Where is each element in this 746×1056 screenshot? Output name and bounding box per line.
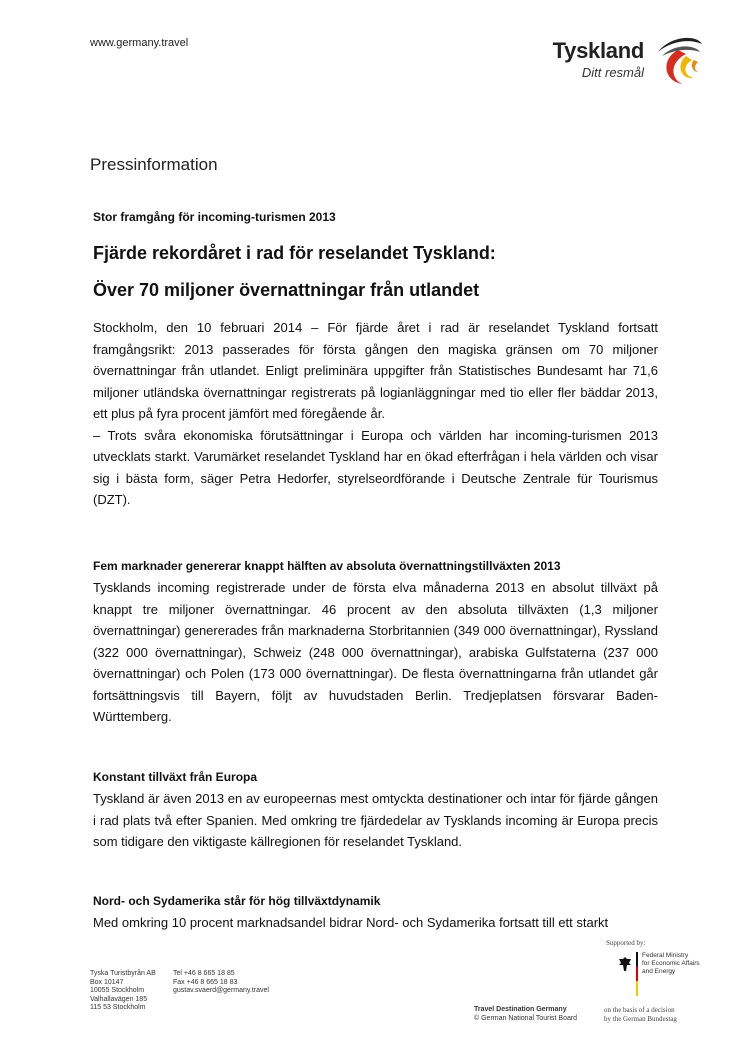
kicker-heading: Stor framgång för incoming-turismen 2013 <box>93 210 336 224</box>
footer-address: Tyska Turistbyrån AB Box 10147 10055 Stockholm Valhallavägen 185 115 53 Stockholm <box>90 970 156 1011</box>
section-heading: Fem marknader genererar knappt hälften av absoluta övernattningstillväxten 2013 <box>93 559 561 573</box>
quote-paragraph: – Trots svåra ekonomiska förutsättningar i Europa och världen har incoming-turismen 2013 utvecklats starkt. Varumärket reselandet Tyskland har en ökad efterfrågan i hela världen och visar sig i bästa form, säger Petra Hedorfer, styrelseordförande i Deutsche Zentrale für Tourismus (DZT). <box>93 427 658 507</box>
tdg-credit: Travel Destination Germany © German National Tourist Board <box>474 1006 578 1022</box>
section-body: Med omkring 10 procent marknadsandel bidrar Nord- och Sydamerika fortsatt till ett starkt <box>93 915 609 930</box>
document-label: Pressinformation <box>90 155 218 174</box>
headline-line-2: Över 70 miljoner övernattningar från utlandet <box>93 280 480 300</box>
bundestag-note: on the basis of a decision by the German Bundestag <box>604 1006 677 1023</box>
site-url: www.germany.travel <box>90 37 189 49</box>
ministry-name: Federal Ministry for Economic Affairs and Energy <box>642 952 700 975</box>
logo-wordmark: Tyskland <box>552 38 644 63</box>
tyskland-logo <box>540 32 710 88</box>
section-heading: Konstant tillväxt från Europa <box>93 770 258 784</box>
section-body: Tysklands incoming registrerade under de första elva månaderna 2013 en absolut tillväxt på knappt tre miljoner övernattningar. 46 procent av den absoluta tillväxten (1,3 miljoner övernattningar) genererades från marknaderna Storbritannien (349 000 övernattningar), Ryssland (322 000 övernattningar), Schweiz (248 000 övernattningar), arabiska Gulfstaterna (237 000 övernattningar) och Polen (173 000 övernattningar). De flesta övernattningarna från utlandet går fortsättningsvis till Bayern, följt av huvudstaden Berlin. Tredjeplatsen försvarar Baden-Württemberg. <box>93 580 658 724</box>
intro-paragraph: Stockholm, den 10 februari 2014 – För fjärde året i rad är reselandet Tyskland fortsatt framgångsrikt: 2013 passerades för första gången den magiska gränsen om 70 miljoner övernattningar från utlandet. Enligt preliminära uppgifter från Statistisches Bundesamt har 71,6 miljoner utländska övernattningar registrerats på logianläggningar med tio eller fler bäddar 2013, ett plus på fyra procent jämfört med föregående år. <box>93 320 658 421</box>
ministry-logo <box>612 952 712 996</box>
logo-tagline: Ditt resmål <box>581 65 644 80</box>
headline-line-1: Fjärde rekordåret i rad för reselandet Tyskland: <box>93 243 496 263</box>
section-body: Tyskland är även 2013 en av europeernas mest omtyckta destinationer och intar för fjärde gången i rad plats två efter Spanien. Med omkring tre fjärdedelar av Tysklands incoming är Europa precis som tidigare den viktigaste källregionen för reselandet Tyskland. <box>93 791 658 849</box>
flag-bar <box>636 952 638 996</box>
intro-text <box>93 317 658 511</box>
federal-eagle-icon <box>618 956 632 972</box>
footer-contact: Tel +46 8 665 18 85 Fax +46 8 665 18 83 gustav.svaerd@germany.travel <box>173 970 269 994</box>
supported-by-label: Supported by: <box>606 939 646 947</box>
section-heading: Nord- och Sydamerika står för hög tillväxtdynamik <box>93 894 381 908</box>
swoosh-logo-icon <box>648 34 706 88</box>
